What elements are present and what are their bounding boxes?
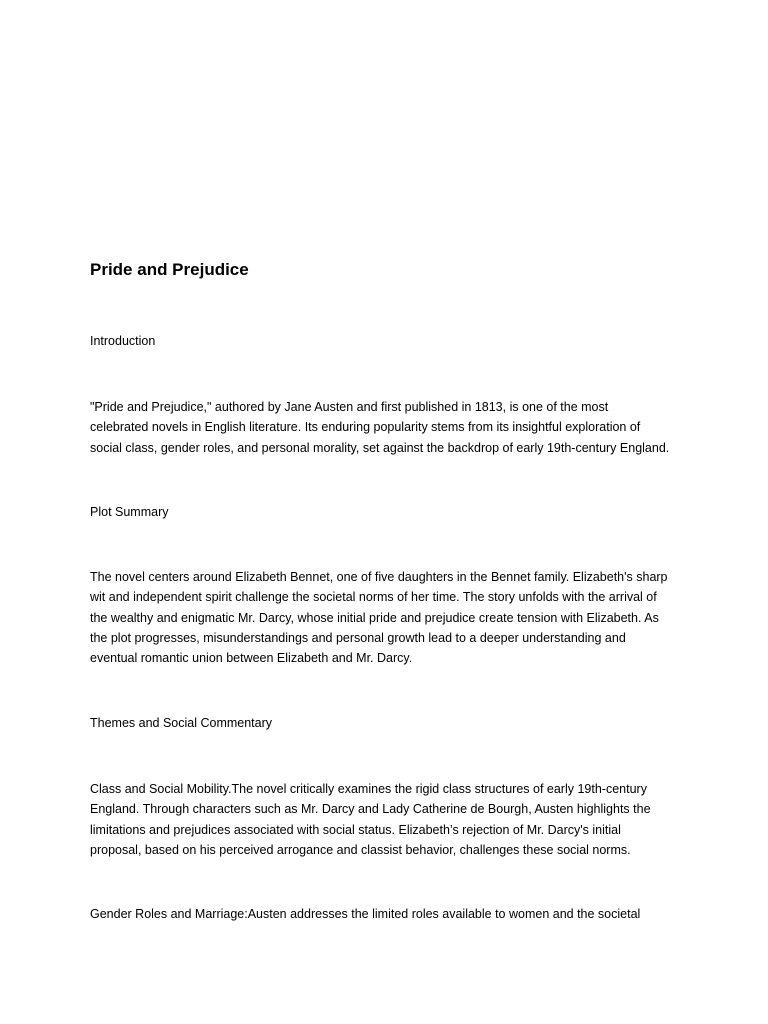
text-line: celebrated novels in English literature. Its enduring popularity stems from its insightful exploration of: [90, 420, 641, 435]
paragraph-plot-summary: [90, 567, 690, 668]
text-line: the wealthy and enigmatic Mr. Darcy, whose initial pride and prejudice create tension with Elizabeth. As: [90, 610, 659, 625]
text-line: eventual romantic union between Elizabeth and Mr. Darcy.: [90, 651, 413, 666]
paragraph-introduction: [90, 397, 690, 458]
text-line: wit and independent spirit challenge the societal norms of her time. The story unfolds with the arrival of: [90, 590, 657, 605]
section-heading-introduction: Introduction: [90, 334, 156, 348]
section-heading-themes: Themes and Social Commentary: [90, 716, 273, 730]
text-line: "Pride and Prejudice," authored by Jane Austen and first published in 1813, is one of the most: [90, 400, 609, 414]
document-title: Pride and Prejudice: [90, 260, 249, 279]
text-line: Class and Social Mobility.The novel critically examines the rigid class structures of early 19th-century: [90, 782, 647, 796]
text-line: limitations and prejudices associated with social status. Elizabeth’s rejection of Mr. Darcy's initial: [90, 822, 621, 837]
text-line: Gender Roles and Marriage:Austen addresses the limited roles available to women and the societal: [90, 907, 641, 921]
text-line: proposal, based on his perceived arrogance and classist behavior, challenges these social norms.: [90, 842, 631, 857]
section-heading-plot-summary: Plot Summary: [90, 505, 169, 519]
text-line: England. Through characters such as Mr. Darcy and Lady Catherine de Bourgh, Austen highlights the: [90, 802, 651, 817]
text-line: the plot progresses, misunderstandings and personal growth lead to a deeper understanding and: [90, 630, 626, 645]
text-line: social class, gender roles, and personal morality, set against the backdrop of early 19th-century England.: [90, 440, 670, 455]
paragraph-themes: [90, 779, 690, 860]
text-line: The novel centers around Elizabeth Bennet, one of five daughters in the Bennet family. Elizabeth's sharp: [90, 570, 668, 584]
paragraph-gender-roles: [90, 904, 690, 924]
